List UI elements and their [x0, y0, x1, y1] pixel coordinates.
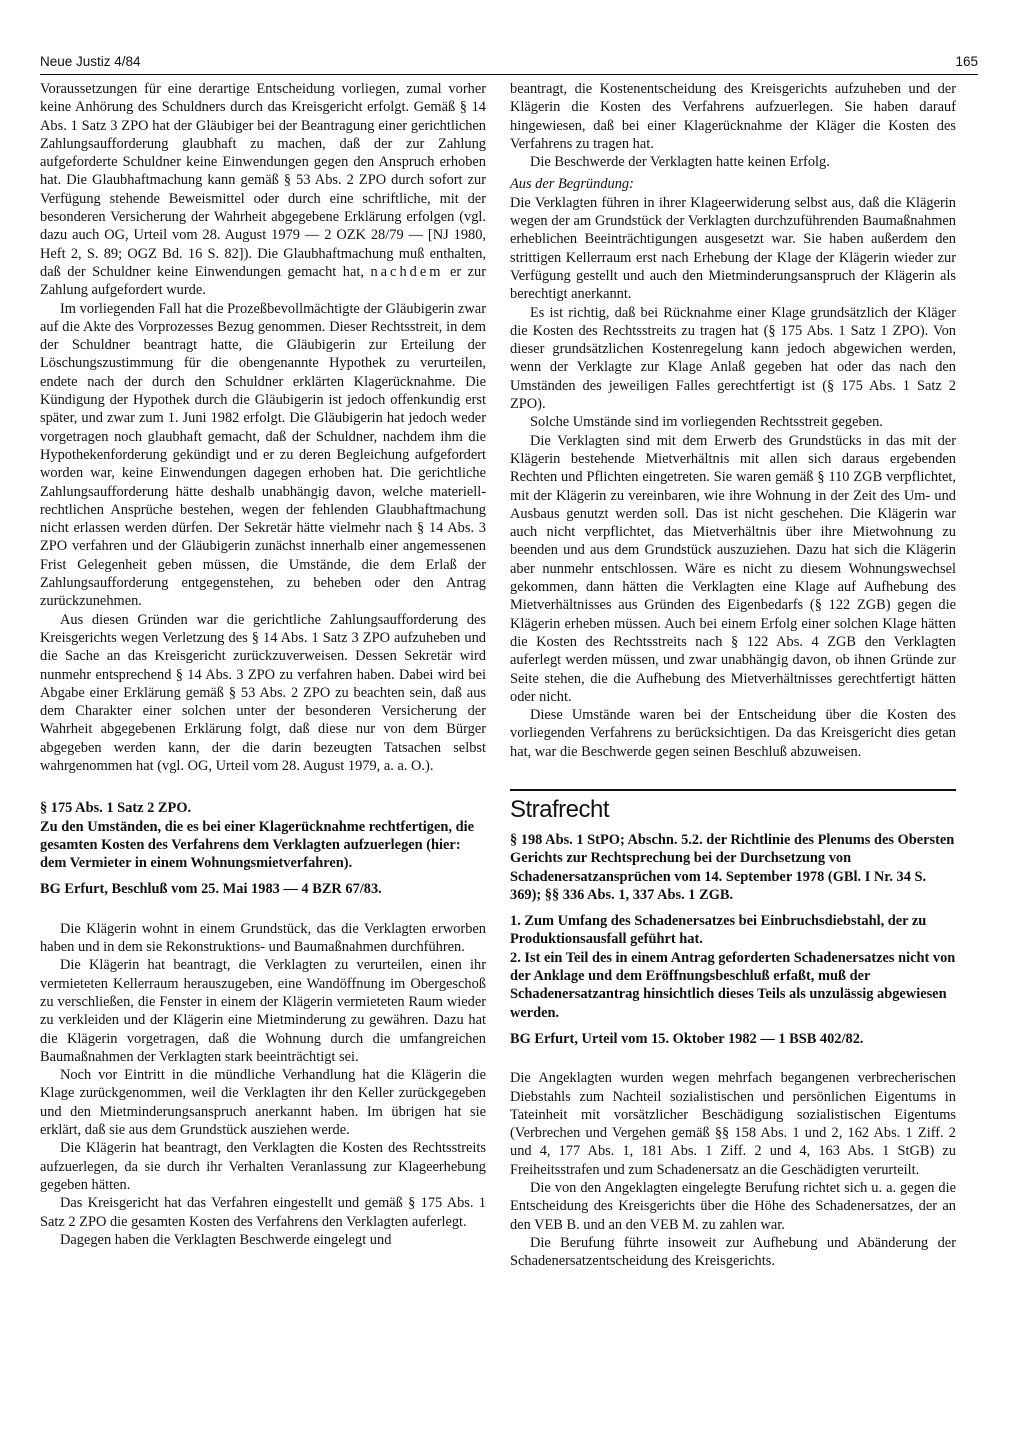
paragraph: Solche Umstände sind im vorliegenden Rechtsstreit gegeben.: [530, 414, 883, 431]
paragraph: Die Berufung führte insoweit zur Aufhebung und Abänderung der Schadenersatzentscheidung des Kreisgerichts.: [510, 1234, 956, 1270]
paragraph: Die Beschwerde der Verklagten hatte keinen Erfolg.: [530, 154, 830, 171]
running-header: [40, 52, 978, 75]
paragraph: beantragt, die Kostenentscheidung des Kreisgerichts aufzuheben und der Klägerin die Kosten des Verfahrens aufzuerlegen. Sie haben darauf hingewiesen, daß bei einer Klagerücknahme der Kläger die Kosten des Verfahrens zu tragen hat.: [510, 81, 956, 152]
paragraph: Dagegen haben die Verklagten Beschwerde eingelegt und: [60, 1231, 392, 1248]
case-headnote-point: 2. Ist ein Teil des in einem Antrag geforderten Schadenersatzes nicht von der Anklage und dem Eröffnungsbeschluß erfaßt, muß der Schadenersatzantrag hinsichtlich dieses Teils als unzulässig abgewiesen werden.: [510, 949, 956, 1021]
spaced-emphasis: nachdem: [370, 263, 444, 280]
paragraph: Aus diesen Gründen war die gerichtliche Zahlungsaufforderung des Kreisgerichts wegen Verletzung des § 14 Abs. 1 Satz 3 ZPO aufzuheben und die Sache an das Kreisgericht zurückzuverweisen. Dessen Sekretär wird nunmehr entsprechend § 14 Abs. 3 ZPO zu verfahren haben. Dabei wird bei Abgabe einer Erklärung gemäß § 53 Abs. 2 ZPO zu beachten sein, daß aus dem Charakter einer solchen unter der besonderen Versicherung der Wahrheit abgegebenen Erklärung folgt, daß diese nur von dem Bürger abgegeben werden kann, der die darin bezeugten Tatsachen selbst wahrgenommen hat (vgl. OG, Urteil vom 28. August 1979, a. a. O.).: [40, 611, 486, 774]
paragraph: Die Verklagten führen in ihrer Klageerwiderung selbst aus, daß die Klägerin wegen der am Grundstück der Verklagten durchzuführenden Baumaßnahmen erheblichen Beeinträchtigungen ausgesetzt war. Sie haben außerdem den strittigen Kellerraum erst nach Erhebung der Klage der Klägerin wieder zur Verfügung gestellt und auch den Mietminderungsanspruch der Klägerin als berechtigt anerkannt.: [510, 194, 956, 303]
paragraph: Es ist richtig, daß bei Rücknahme einer Klage grundsätzlich der Kläger die Kosten des Rechtsstreits zu tragen hat (§ 175 Abs. 1 Satz 1 ZPO). Von dieser grundsätzlichen Kostenregelung kann jedoch abgewichen werden, wenn der Verklagte zur Klage Anlaß gegeben hat oder das nach den Umständen des jeweiligen Falles gerechtfertigt ist (§ 175 Abs. 1 Satz 2 ZPO).: [510, 304, 956, 413]
case-headnote: Zu den Umständen, die es bei einer Klagerücknahme rechtfertigen, die gesamten Kosten des Verfahrens dem Verklagten aufzuerlegen (hier: dem Vermieter in einem Wohnungsmietverfahren).: [40, 818, 474, 872]
section-divider: [510, 789, 956, 791]
case-headnote-point: 1. Zum Umfang des Schadenersatzes bei Einbruchsdiebstahl, der zu Produktionsausfall geführt hat.: [510, 913, 927, 948]
paragraph: Diese Umstände waren bei der Entscheidung über die Kosten des vorliegenden Verfahrens zu berücksichtigen. Da das Kreisgericht dies getan hat, war die Beschwerde gegen seinen Beschluß abzuweisen.: [510, 707, 956, 760]
case-statute-heading: § 175 Abs. 1 Satz 2 ZPO.: [40, 800, 192, 817]
right-column: [510, 80, 956, 1271]
page-number: 165: [955, 54, 978, 69]
paragraph: Die von den Angeklagten eingelegte Berufung richtet sich u. a. gegen die Entscheidung des Kreisgerichts über die Höhe des Schadenersatzes, der an den VEB B. und an den VEB M. zu zahlen war.: [510, 1180, 956, 1233]
journal-issue: Neue Justiz 4/84: [40, 54, 141, 69]
case-reference: BG Erfurt, Beschluß vom 25. Mai 1983 — 4 BZR 67/83.: [40, 881, 382, 898]
paragraph: Die Klägerin hat beantragt, den Verklagten die Kosten des Rechtsstreits aufzuerlegen, da sie durch ihr Verhalten Veranlassung zur Klageerhebung gegeben hätten.: [40, 1140, 486, 1193]
section-title: Strafrecht: [510, 795, 610, 823]
paragraph: Voraussetzungen für eine derartige Entscheidung vorliegen, zumal vorher keine Anhörung des Schuldners durch das Kreisgericht erfolgt. Gemäß § 14 Abs. 1 Satz 3 ZPO hat der Gläubiger bei der Beantragung einer gerichtlichen Zahlungsaufforderung glaubhaft zu machen, daß der zur Zahlung aufgeforderte Schuldner keine Einwendungen gegen den Anspruch erhoben hat. Die Glaubhaftmachung kann gemäß § 53 Abs. 2 ZPO durch sofort zur Verfügung stehende Beweismittel oder durch eine schriftliche, mit der besonderen Versicherung der Wahrheit abgegebene Erklärung erfolgen (vgl. dazu auch OG, Urteil vom 28. August 1979 — 2 OZK 28/79 — [NJ 1980, Heft 2, S. 89; OGZ Bd. 16 S. 82]). Die Glaubhaftmachung muß enthalten, daß der Schuldner keine Einwendungen gemacht hat, nachdem er zur Zahlung aufgefordert wurde.: [40, 81, 486, 299]
paragraph: Die Angeklagten wurden wegen mehrfach begangenen verbrecherischen Diebstahls zum Nachteil sozialistischen und persönlichen Eigentums in Tateinheit mit vorsätzlicher Beschädigung sozialistischen Eigentums (Verbrechen und Vergehen gemäß §§ 158 Abs. 1 und 2, 162 Abs. 1 Ziff. 2 und 4, 177 Abs. 1, 181 Abs. 1 Ziff. 2 und 4, 163 Abs. 1 StGB) zu Freiheitsstrafen und zum Schadenersatz an die Geschädigten verurteilt.: [510, 1070, 956, 1178]
case-reference: BG Erfurt, Urteil vom 15. Oktober 1982 — 1 BSB 402/82.: [510, 1030, 864, 1047]
case-statute-heading: § 198 Abs. 1 StPO; Abschn. 5.2. der Richtlinie des Plenums des Obersten Gerichts zur Rechtsprechung bei der Durchsetzung von Schadenersatzansprüchen vom 14. September 1978 (GBl. I Nr. 34 S. 369); §§ 336 Abs. 1, 337 Abs. 1 ZGB.: [510, 831, 955, 903]
paragraph: Die Verklagten sind mit dem Erwerb des Grundstücks in das mit der Klägerin bestehende Mietverhältnis mit allen sich daraus ergebenden Rechten und Pflichten eingetreten. Sie waren gemäß § 110 ZGB verpflichtet, mit der Klägerin zu vereinbaren, wie ihre Wohnung in der Zeit des Um- und Ausbaus genutzt werden soll. Das ist nicht geschehen. Die Klägerin war auch nicht verpflichtet, das Mietverhältnis über ihre Mietwohnung zu beenden und aus dem Grundstück auszuziehen. Dazu hat sich die Klägerin aber nunmehr entschlossen. Wäre es nicht zu diesem Wohnungswechsel gekommen, dann hätten die Verklagten eine Klage auf Aufhebung des Mietverhältnisses aus Gründen des Eigenbedarfs (§ 122 ZGB) gegen die Klägerin erheben müssen. Auch bei einem Erfolg einer solchen Klage hätten die Kosten des Rechtsstreits nach § 122 Abs. 4 ZGB den Verklagten auferlegt werden müssen, und zwar unabhängig davon, ob ihnen Gründe zur Seite stehen, die die Aufhebung des Mietverhältnisses gerechtfertigt hätten oder nicht.: [510, 432, 956, 705]
paragraph: Noch vor Eintritt in die mündliche Verhandlung hat die Klägerin die Klage zurückgenommen, weil die Verklagten ihr den Keller zurückgegeben und den Mietminderungsanspruch anerkannt haben. Im übrigen hat sie erklärt, daß sie aus dem Grundstück ausziehen werde.: [40, 1067, 486, 1139]
paragraph: Das Kreisgericht hat das Verfahren eingestellt und gemäß § 175 Abs. 1 Satz 2 ZPO die gesamten Kosten des Verfahrens den Verklagten auferlegt.: [40, 1195, 486, 1230]
paragraph: Die Klägerin hat beantragt, die Verklagten zu verurteilen, einen ihr vermieteten Kellerraum herauszugeben, eine Wandöffnung im Obergeschoß zu verschließen, die Fenster in einem der Klägerin vermieteten Raum wieder zu verkleiden und der Klägerin eine Mietminderung zu gewähren. Dazu hat die Klägerin vorgetragen, daß die Wohnung durch die umfangreichen Baumaßnahmen der Verklagten stark beeinträchtigt sei.: [40, 957, 486, 1065]
left-column: [40, 80, 486, 1249]
subheading: Aus der Begründung:: [510, 176, 634, 193]
paragraph: Die Klägerin wohnt in einem Grundstück, das die Verklagten erworben haben und in dem sie Rekonstruktions- und Baumaßnahmen durchführen.: [40, 920, 486, 956]
paragraph: Im vorliegenden Fall hat die Prozeßbevollmächtigte der Gläubigerin zwar auf die Akte des Vorprozesses Bezug genommen. Dieser Rechtsstreit, in dem der Schuldner beantragt hatte, die Gläubigerin zur Erteilung der Löschungszustimmung für die obengenannte Hypothek zu verurteilen, endete nach der durch den Schuldner erklärten Klagerücknahme. Die Kündigung der Hypothek durch die Gläubigerin ist jedoch offenkundig erst später, und zwar zum 1. Juni 1982 erfolgt. Die Gläubigerin hat jedoch weder vorgetragen noch glaubhaft gemacht, daß der Schuldner, nachdem ihm die Hypothekenforderung gekündigt und er zu deren Begleichung aufgefordert worden war, keine Einwendungen dagegen erhoben hat. Die gerichtliche Zahlungsaufforderung hätte deshalb unabhängig davon, welche materiell-rechtlichen Ansprüche bestehen, wegen der fehlenden Glaubhaftmachung nicht erlassen werden dürfen. Der Sekretär hätte vielmehr nach § 14 Abs. 3 ZPO verfahren und der Gläubigerin zunächst innerhalb einer angemessenen Frist Gelegenheit geben müssen, die Umstände, die dem Erlaß der Zahlungsaufforderung entgegenstehen, zu beheben oder den Antrag zurückzunehmen.: [40, 300, 486, 610]
